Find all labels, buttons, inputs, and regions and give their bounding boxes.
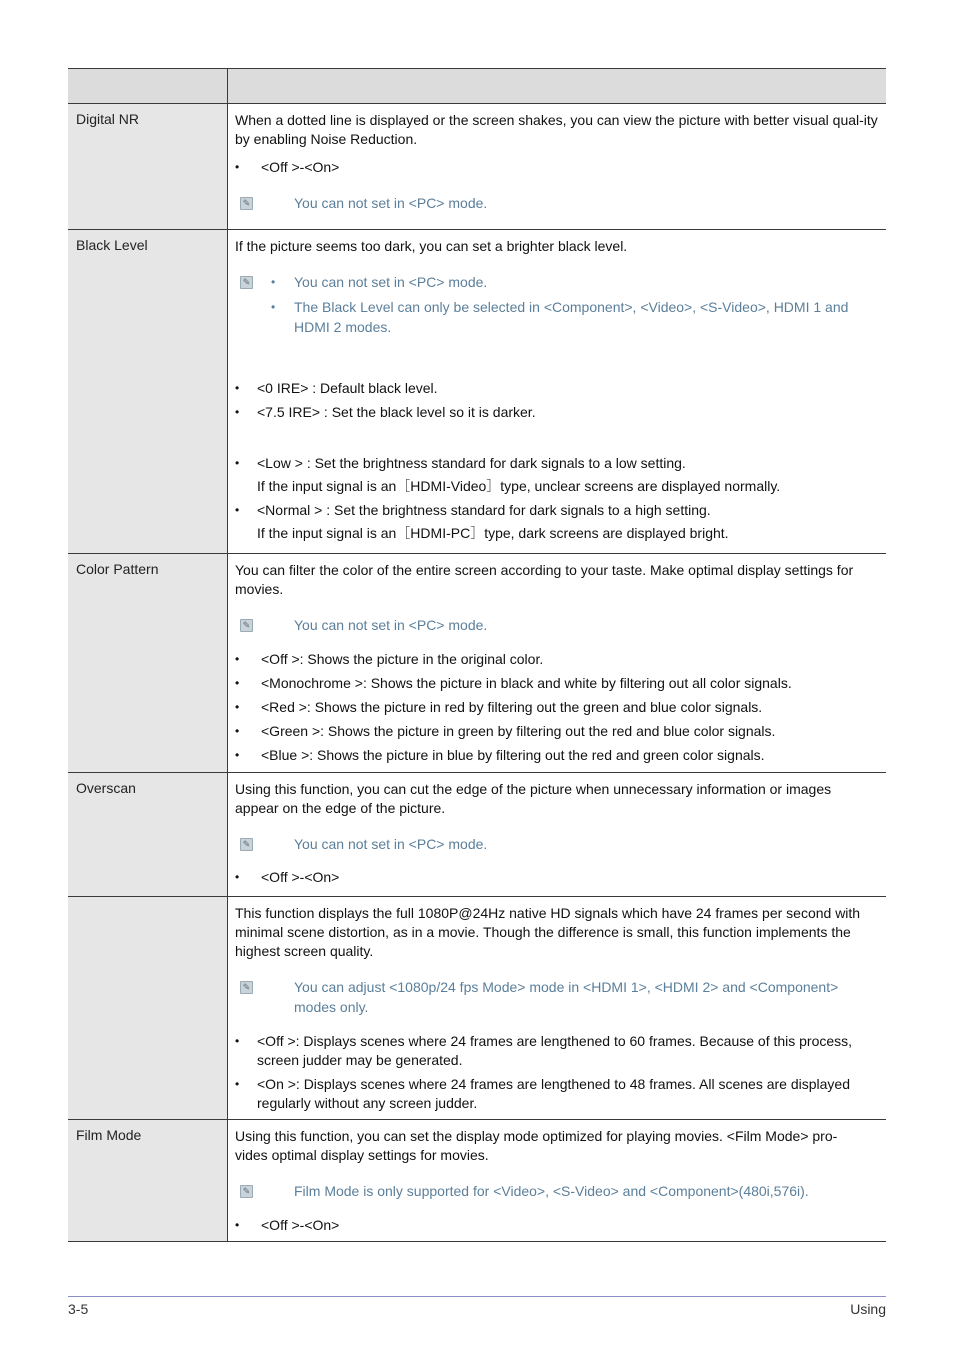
- option-item: • <Off >-<On>: [235, 868, 886, 887]
- row-label: Black Level: [68, 230, 228, 553]
- row-label: [68, 897, 228, 1119]
- description: When a dotted line is displayed or the screen shakes, you can view the picture with better visual qual-ity by enabling Noise Reduction.: [235, 112, 878, 147]
- row-black-level: [68, 230, 886, 554]
- option-text: • <Low > : Set the brightness standard for dark signals to a low setting.: [257, 455, 686, 471]
- option-subtext: If the input signal is an［HDMI-Video］type, unclear screens are displayed normally.: [257, 478, 781, 494]
- option-list: [235, 650, 886, 765]
- row-content: [228, 104, 886, 229]
- row-content: [228, 897, 886, 1119]
- note-icon: ✎: [240, 619, 253, 632]
- table-header-row: [68, 68, 886, 104]
- option-item: • <Green >: Shows the picture in green by filtering out the red and blue color signals.: [235, 722, 886, 741]
- option-item: • <Monochrome >: Shows the picture in black and white by filtering out all color signals.: [235, 674, 886, 693]
- option-item: • <Off >: Shows the picture in the original color.: [235, 650, 886, 669]
- option-text: • <Normal > : Set the brightness standard for dark signals to a high setting.: [257, 502, 711, 518]
- note-icon: ✎: [240, 838, 253, 851]
- note-text: You can not set in <PC> mode.: [294, 195, 488, 211]
- note-icon: ✎: [240, 1185, 253, 1198]
- row-label: Overscan: [68, 773, 228, 896]
- description: Using this function, you can cut the edge of the picture when unnecessary information or images appear on the edge of the picture.: [235, 781, 832, 816]
- option-item: • <On >: Displays scenes where 24 frames are lengthened to 48 frames. All scenes are displayed regularly without any screen judder.: [235, 1075, 878, 1113]
- note: [235, 193, 886, 213]
- option-item: [235, 454, 886, 496]
- description: If the picture seems too dark, you can set a brighter black level.: [235, 238, 628, 254]
- row-label: Digital NR: [68, 104, 228, 229]
- option-item: • <Off >: Displays scenes where 24 frames are lengthened to 60 frames. Because of this process, screen judder may be generated.: [235, 1032, 878, 1070]
- option-subtext: If the input signal is an［HDMI-PC］type, dark screens are displayed bright.: [257, 525, 729, 541]
- note-text: You can adjust <1080p/24 fps Mode> mode in <HDMI 1>, <HDMI 2> and <Component> modes only.: [294, 979, 839, 1015]
- option-list: [235, 379, 886, 422]
- row-content: [228, 230, 886, 553]
- note-text: • The Black Level can only be selected in <Component>, <Video>, <S-Video>, HDMI 1 and HDMI 2 modes.: [294, 297, 886, 337]
- row-label: Color Pattern: [68, 554, 228, 772]
- row-content: [228, 773, 886, 896]
- row-content: [228, 1120, 886, 1241]
- header-label-cell: [68, 69, 228, 103]
- row-color-pattern: [68, 554, 886, 773]
- option-item: • <Off >-<On>: [235, 158, 886, 177]
- note: [235, 1181, 886, 1201]
- note: [235, 977, 886, 1017]
- note-icon: ✎: [240, 197, 253, 210]
- row-fps-mode: [68, 897, 886, 1120]
- option-item: • <Off >-<On>: [235, 1216, 886, 1235]
- row-film-mode: [68, 1120, 886, 1242]
- note-icon: ✎: [240, 981, 253, 994]
- option-item: • <7.5 IRE> : Set the black level so it is darker.: [235, 403, 886, 422]
- row-label: Film Mode: [68, 1120, 228, 1241]
- option-item: • <Red >: Shows the picture in red by filtering out the green and blue color signals.: [235, 698, 886, 717]
- description: You can filter the color of the entire screen according to your taste. Make optimal display settings for movies.: [235, 562, 854, 597]
- option-list: [235, 1032, 886, 1113]
- page-number: 3-5: [68, 1301, 89, 1317]
- row-content: [228, 554, 886, 772]
- header-content-cell: [228, 69, 886, 103]
- note: [235, 615, 886, 635]
- note-text: • You can not set in <PC> mode.: [294, 272, 886, 292]
- option-list: [235, 454, 886, 543]
- note-text: You can not set in <PC> mode.: [294, 836, 488, 852]
- note-text: You can not set in <PC> mode.: [294, 617, 488, 633]
- row-digital-nr: [68, 104, 886, 230]
- description: This function displays the full 1080P@24Hz native HD signals which have 24 frames per second with minimal scene distortion, as in a movie. Though the difference is small, this function implements the highest screen quality.: [235, 905, 861, 959]
- description: Using this function, you can set the display mode optimized for playing movies. <Film Mode> pro-vides optimal display settings for movies.: [235, 1128, 838, 1163]
- note-icon: ✎: [240, 276, 253, 289]
- footer-divider: [68, 1296, 886, 1297]
- note: [235, 272, 886, 337]
- option-item: • <0 IRE> : Default black level.: [235, 379, 886, 398]
- option-item: • <Blue >: Shows the picture in blue by filtering out the red and green color signals.: [235, 746, 886, 765]
- row-overscan: [68, 773, 886, 897]
- note-text: Film Mode is only supported for <Video>, <S-Video> and <Component>(480i,576i).: [294, 1183, 809, 1199]
- section-title: Using: [850, 1301, 886, 1317]
- note: [235, 834, 886, 854]
- option-item: [235, 501, 886, 543]
- settings-table: [68, 68, 886, 1242]
